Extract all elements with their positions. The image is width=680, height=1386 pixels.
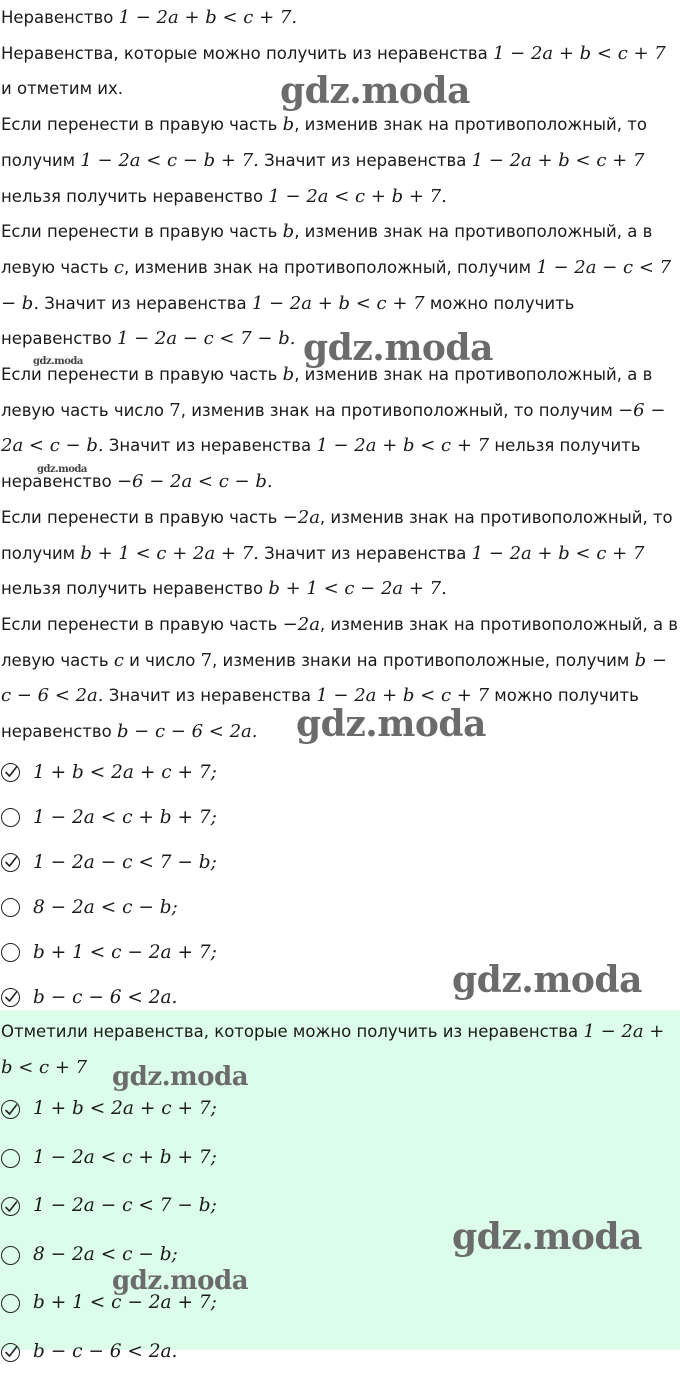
paragraph-1: Неравенство 1 − 2a + b < c + 7. bbox=[1, 7, 298, 28]
option-item[interactable] bbox=[0, 795, 680, 840]
option-text: b − c − 6 < 2a. bbox=[33, 1340, 178, 1362]
watermark: gdz.moda bbox=[452, 1216, 642, 1258]
option-item[interactable] bbox=[0, 1328, 680, 1377]
empty-circle-icon[interactable] bbox=[1, 1149, 20, 1168]
checked-circle-icon[interactable] bbox=[1, 1343, 20, 1362]
option-item[interactable] bbox=[0, 1085, 680, 1134]
option-text: 1 + b < 2a + c + 7; bbox=[33, 1098, 217, 1120]
watermark: gdz.moda bbox=[452, 959, 642, 1001]
option-item[interactable] bbox=[0, 750, 680, 795]
option-text: b + 1 < c − 2a + 7; bbox=[33, 941, 217, 963]
checked-circle-icon[interactable] bbox=[1, 1197, 20, 1216]
option-text: 1 − 2a < c + b + 7; bbox=[33, 1146, 217, 1168]
watermark: gdz.moda bbox=[303, 327, 493, 369]
option-item[interactable] bbox=[0, 1134, 680, 1183]
option-text: 1 − 2a − c < 7 − b; bbox=[33, 1195, 217, 1217]
option-text: 1 − 2a < c + b + 7; bbox=[33, 806, 217, 828]
option-text: 1 − 2a − c < 7 − b; bbox=[33, 851, 217, 873]
option-text: b + 1 < c − 2a + 7; bbox=[33, 1292, 217, 1314]
paragraph-4: Если перенести в правую часть b, изменив знак на противоположный, а в левую часть c, изменив знак на противоположный, получим 1 − 2a − c < 7 − b. Значит из неравенства 1 − 2a + b < c + 7 можно получить неравенство 1 − 2a − c < 7 − b. bbox=[1, 221, 672, 350]
checked-circle-icon[interactable] bbox=[1, 763, 20, 782]
watermark: gdz.moda bbox=[37, 464, 87, 475]
empty-circle-icon[interactable] bbox=[1, 943, 20, 962]
paragraph-5: Если перенести в правую часть b, изменив знак на противоположный, а в левую часть число 7, изменив знак на противоположный, то получим −6 − 2a < c − b. Значит из неравенства 1 − 2a + b < c + 7 нельзя получить неравенство −6 − 2a < c − b. bbox=[1, 364, 666, 493]
option-item[interactable] bbox=[0, 885, 680, 930]
option-item[interactable] bbox=[0, 1279, 680, 1328]
option-text: 8 − 2a < c − b; bbox=[33, 896, 178, 918]
option-item[interactable] bbox=[0, 840, 680, 885]
option-text: 1 + b < 2a + c + 7; bbox=[33, 761, 217, 783]
option-text: 8 − 2a < c − b; bbox=[33, 1243, 178, 1265]
option-text: b − c − 6 < 2a. bbox=[33, 986, 178, 1008]
empty-circle-icon[interactable] bbox=[1, 898, 20, 917]
answer-intro: Отметили неравенства, которые можно получить из неравенства 1 − 2a + b < c + 7 bbox=[1, 1021, 665, 1078]
empty-circle-icon[interactable] bbox=[1, 1294, 20, 1313]
empty-circle-icon[interactable] bbox=[1, 808, 20, 827]
answer-block bbox=[0, 1010, 680, 1362]
checked-circle-icon[interactable] bbox=[1, 1100, 20, 1119]
watermark: gdz.moda bbox=[33, 356, 83, 367]
checked-circle-icon[interactable] bbox=[1, 988, 20, 1007]
empty-circle-icon[interactable] bbox=[1, 1246, 20, 1265]
watermark: gdz.moda bbox=[112, 1266, 249, 1296]
watermark: gdz.moda bbox=[280, 70, 470, 112]
checked-circle-icon[interactable] bbox=[1, 853, 20, 872]
paragraph-7: Если перенести в правую часть −2a, изменив знак на противоположный, а в левую часть c и число 7, изменив знаки на противоположные, получим b − c − 6 < 2a. Значит из неравенства 1 − 2a + b < c + 7 можно получить неравенство b − c − 6 < 2a. bbox=[1, 613, 679, 743]
paragraph-3: Если перенести в правую часть b, изменив знак на противоположный, то получим 1 − 2a < c − b + 7. Значит из неравенства 1 − 2a + b < c + 7 нельзя получить неравенство 1 − 2a < c + b + 7. bbox=[1, 114, 647, 207]
watermark: gdz.moda bbox=[112, 1062, 249, 1092]
watermark: gdz.moda bbox=[296, 703, 486, 745]
paragraph-6: Если перенести в правую часть −2a, изменив знак на противоположный, то получим b + 1 < c + 2a + 7. Значит из неравенства 1 − 2a + b < c + 7 нельзя получить неравенство b + 1 < c − 2a + 7. bbox=[1, 506, 673, 600]
paragraph-2: Неравенства, которые можно получить из неравенства 1 − 2a + b < c + 7 и отметим их. bbox=[1, 42, 666, 99]
